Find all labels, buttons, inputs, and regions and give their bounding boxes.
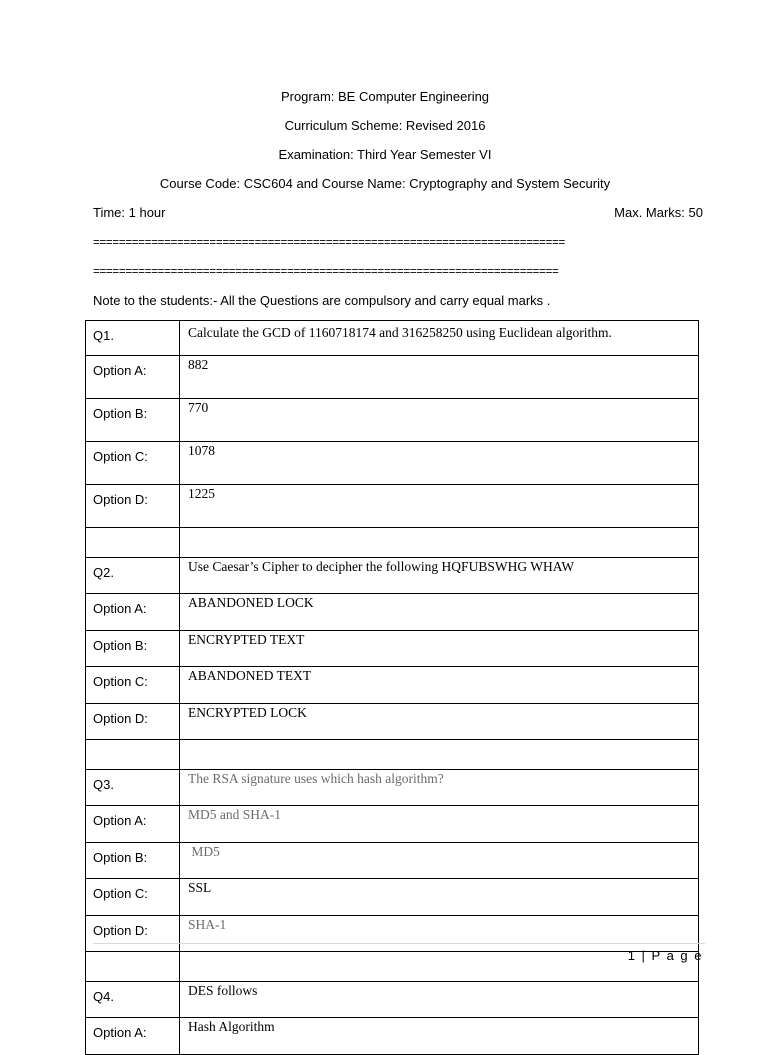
option-value: SSL (180, 879, 699, 916)
question-label: Q2. (86, 557, 180, 594)
table-row (86, 442, 699, 485)
option-value: 770 (180, 399, 699, 442)
option-value: ABANDONED LOCK (180, 594, 699, 631)
option-value: 882 (180, 356, 699, 399)
option-label: Option B: (86, 842, 180, 879)
table-row (86, 703, 699, 740)
empty-cell (180, 952, 699, 982)
option-label: Option C: (86, 442, 180, 485)
empty-cell (86, 528, 180, 558)
question-text: The RSA signature uses which hash algorithm? (180, 769, 699, 806)
student-note: Note to the students:- All the Questions are compulsory and carry equal marks . (93, 293, 551, 308)
question-label: Q1. (86, 321, 180, 356)
option-label: Option A: (86, 806, 180, 843)
option-label: Option C: (86, 667, 180, 704)
option-value: ENCRYPTED LOCK (180, 703, 699, 740)
table-row (86, 1018, 699, 1055)
curriculum-scheme-line: Curriculum Scheme: Revised 2016 (284, 118, 486, 133)
option-label: Option D: (86, 915, 180, 952)
question-label: Q3. (86, 769, 180, 806)
table-row (86, 630, 699, 667)
table-row (86, 915, 699, 952)
option-label: Option C: (86, 879, 180, 916)
option-label: Option A: (86, 594, 180, 631)
table-row (86, 667, 699, 704)
empty-cell (86, 740, 180, 770)
option-value: ABANDONED TEXT (180, 667, 699, 704)
option-value: SHA-1 (180, 915, 699, 952)
question-text: DES follows (180, 981, 699, 1018)
empty-cell (86, 952, 180, 982)
option-value: MD5 and SHA-1 (180, 806, 699, 843)
table-row (86, 594, 699, 631)
footer-divider (93, 943, 705, 944)
table-row (86, 769, 699, 806)
question-text: Calculate the GCD of 1160718174 and 316258250 using Euclidean algorithm. (180, 321, 699, 356)
page-number: 1 | P a g e (627, 948, 703, 963)
option-value: MD5 (180, 842, 699, 879)
option-value: ENCRYPTED TEXT (180, 630, 699, 667)
separator-line-1: ========================================================================= (93, 237, 566, 249)
separator-line-2: ======================================================================== (93, 266, 559, 278)
spacer-row (86, 740, 699, 770)
option-label: Option B: (86, 630, 180, 667)
max-marks-label: Max. Marks: 50 (614, 205, 703, 220)
table-row (86, 485, 699, 528)
table-row (86, 557, 699, 594)
option-label: Option D: (86, 703, 180, 740)
option-value: 1225 (180, 485, 699, 528)
option-label: Option B: (86, 399, 180, 442)
examination-line: Examination: Third Year Semester VI (278, 147, 492, 162)
spacer-row (86, 528, 699, 558)
option-label: Option D: (86, 485, 180, 528)
table-row (86, 842, 699, 879)
option-value: 1078 (180, 442, 699, 485)
table-row (86, 356, 699, 399)
table-row (86, 981, 699, 1018)
questions-table (85, 320, 699, 1055)
table-row (86, 321, 699, 356)
question-label: Q4. (86, 981, 180, 1018)
option-value: Hash Algorithm (180, 1018, 699, 1055)
spacer-row (86, 952, 699, 982)
time-label: Time: 1 hour (93, 205, 166, 220)
program-line: Program: BE Computer Engineering (280, 89, 490, 104)
empty-cell (180, 528, 699, 558)
empty-cell (180, 740, 699, 770)
table-row (86, 879, 699, 916)
question-text: Use Caesar’s Cipher to decipher the following HQFUBSWHG WHAW (180, 557, 699, 594)
option-label: Option A: (86, 356, 180, 399)
table-row (86, 399, 699, 442)
option-label: Option A: (86, 1018, 180, 1055)
course-line: Course Code: CSC604 and Course Name: Cryptography and System Security (159, 176, 611, 191)
table-row (86, 806, 699, 843)
